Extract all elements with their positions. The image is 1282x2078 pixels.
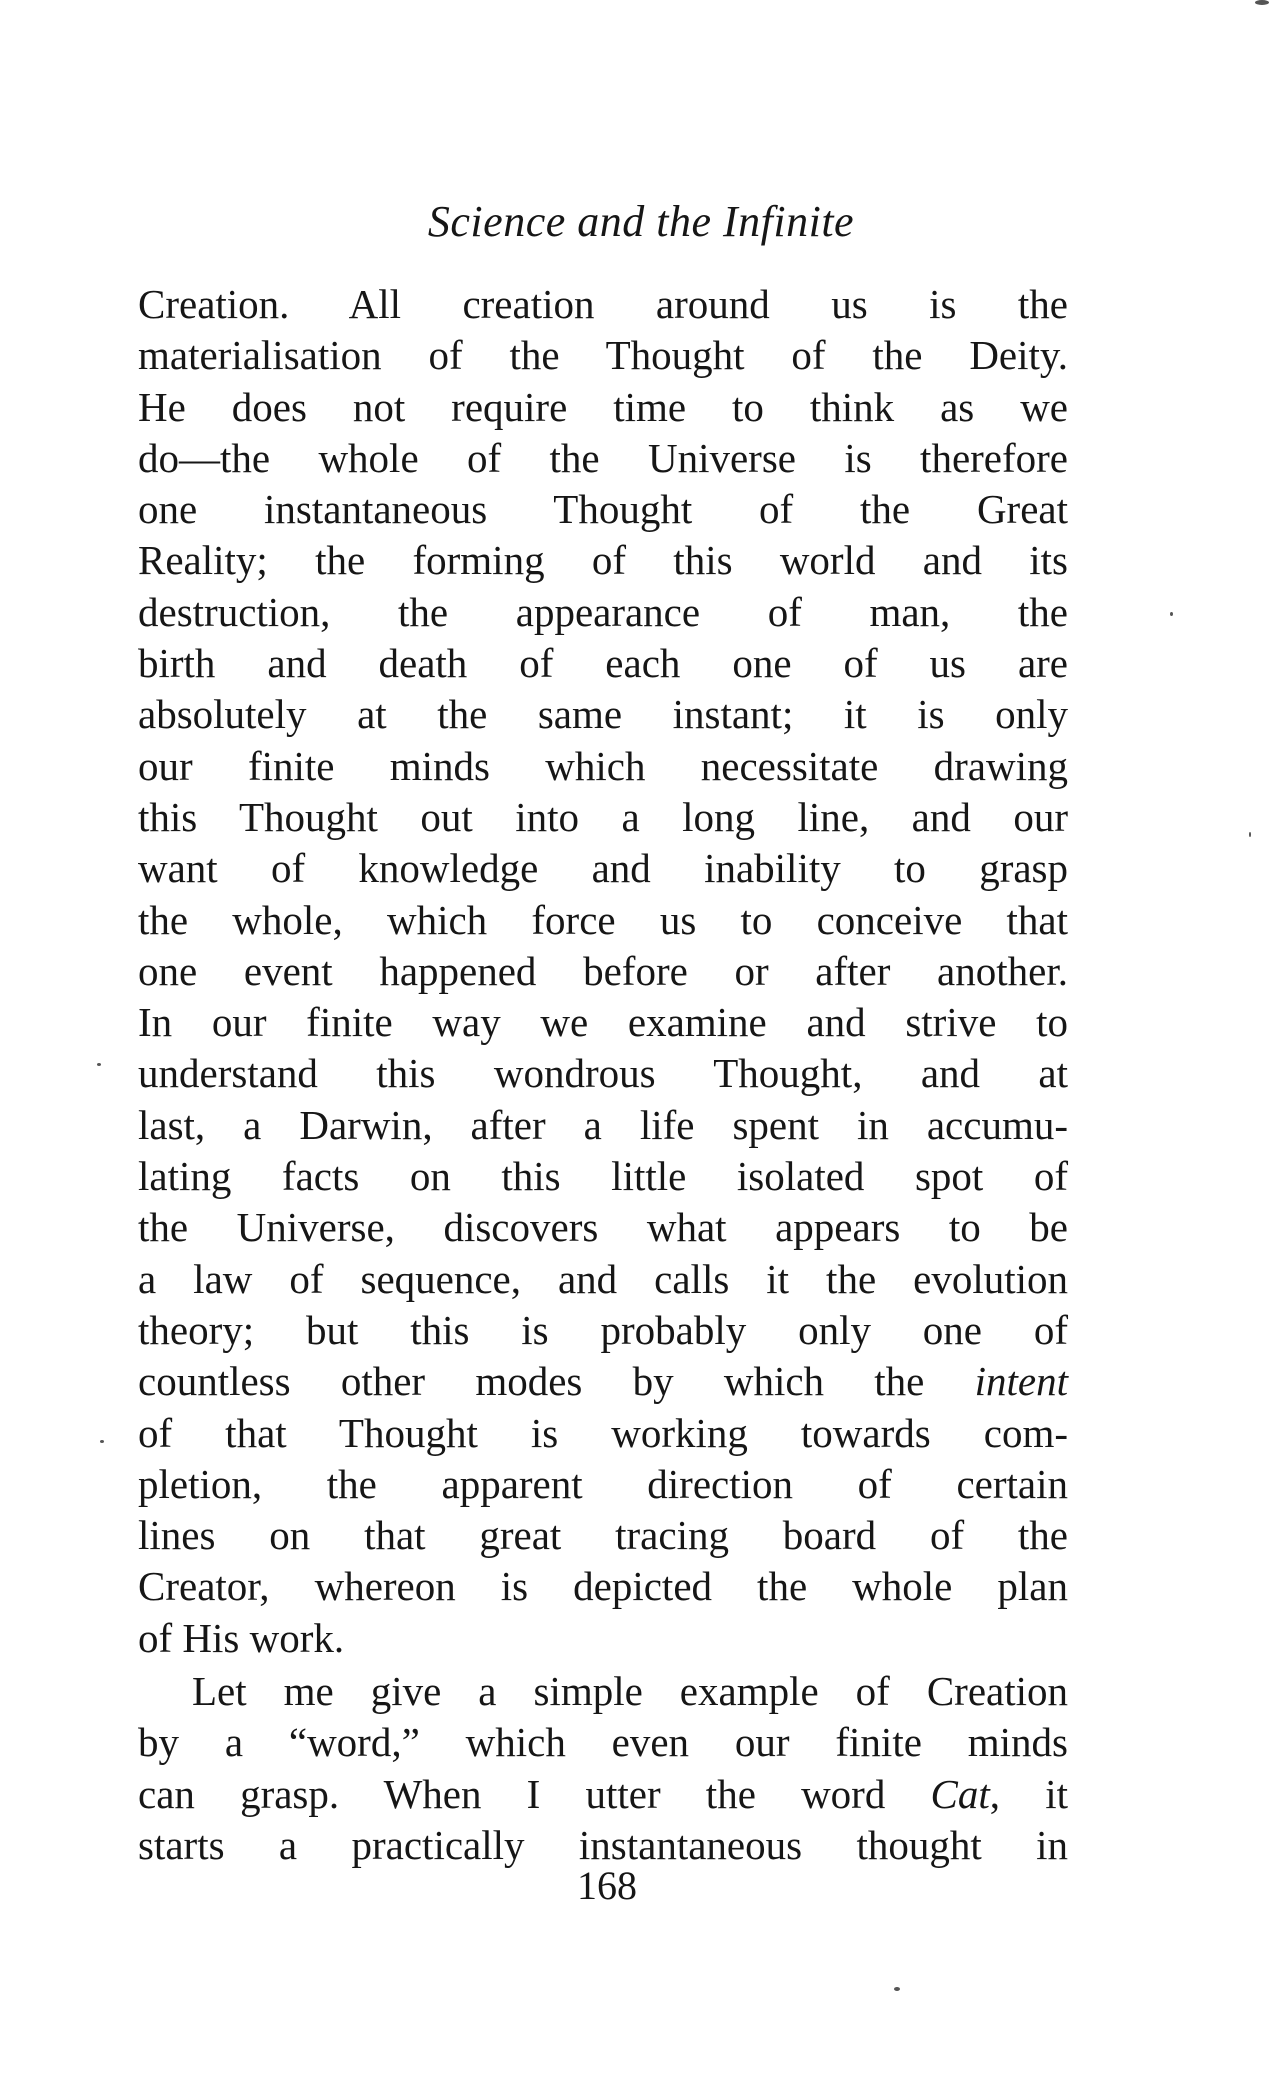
text-line: Creation. All creation around us is the: [138, 281, 1068, 327]
paragraph-2: [138, 1666, 1068, 1871]
italic-word: Cat: [930, 1770, 990, 1817]
text-line: understand this wondrous Thought, and at: [138, 1050, 1068, 1097]
text-line: do—the whole of the Universe is therefore: [138, 434, 1068, 481]
text-line: absolutely at the same instant; it is only: [138, 691, 1068, 738]
text-line: In our finite way we examine and strive to: [138, 999, 1068, 1046]
text-line: this Thought out into a long line, and our: [138, 793, 1068, 840]
text-line: by a “word,” which even our finite minds: [138, 1719, 1068, 1766]
text-line: lating facts on this little isolated spot of: [138, 1153, 1068, 1200]
text-line: the whole, which force us to conceive that: [138, 896, 1068, 943]
text-line: one event happened before or after another.: [138, 947, 1068, 994]
running-head: Science and the Infinite: [427, 197, 855, 246]
speck: [100, 1440, 104, 1443]
text-line: of that Thought is working towards com-: [138, 1409, 1068, 1456]
text-line: starts a practically instantaneous thought in: [138, 1821, 1068, 1868]
text-line: Creator, whereon is depicted the whole plan: [138, 1563, 1068, 1610]
text-line: of His work.: [138, 1614, 345, 1661]
text-line: [138, 1769, 1068, 1820]
text-line: Let me give a simple example of Creation: [192, 1668, 1068, 1714]
text-line: a law of sequence, and calls it the evolution: [138, 1255, 1068, 1302]
speck: [1255, 0, 1269, 5]
text-line: Reality; the forming of this world and its: [138, 537, 1068, 584]
text-line: one instantaneous Thought of the Great: [138, 486, 1068, 533]
speck: [894, 1987, 900, 1991]
text-line: the Universe, discovers what appears to be: [138, 1204, 1068, 1251]
text-line: want of knowledge and inability to grasp: [138, 845, 1068, 892]
text-segment: countless other modes by which the: [138, 1358, 975, 1405]
text-line: destruction, the appearance of man, the: [138, 588, 1068, 635]
speck: [1170, 612, 1173, 616]
text-line: birth and death of each one of us are: [138, 640, 1068, 687]
speck: [1249, 832, 1251, 837]
paragraph-1: [138, 279, 1068, 1664]
text-segment: can grasp. When I utter the word: [138, 1770, 931, 1817]
text-segment: , it: [989, 1770, 1068, 1817]
text-line: our finite minds which necessitate drawing: [138, 742, 1068, 789]
text-line: lines on that great tracing board of the: [138, 1512, 1068, 1559]
text-line: last, a Darwin, after a life spent in accumu-: [138, 1101, 1068, 1148]
text-line: materialisation of the Thought of the Deity.: [138, 332, 1068, 379]
text-line: He does not require time to think as we: [138, 383, 1068, 430]
text-line: [138, 1356, 1068, 1407]
speck: [97, 1063, 101, 1066]
text-line: pletion, the apparent direction of certain: [138, 1460, 1068, 1507]
page-number: 168: [577, 1863, 637, 1908]
text-line: theory; but this is probably only one of: [138, 1306, 1068, 1353]
italic-word: intent: [974, 1358, 1068, 1405]
